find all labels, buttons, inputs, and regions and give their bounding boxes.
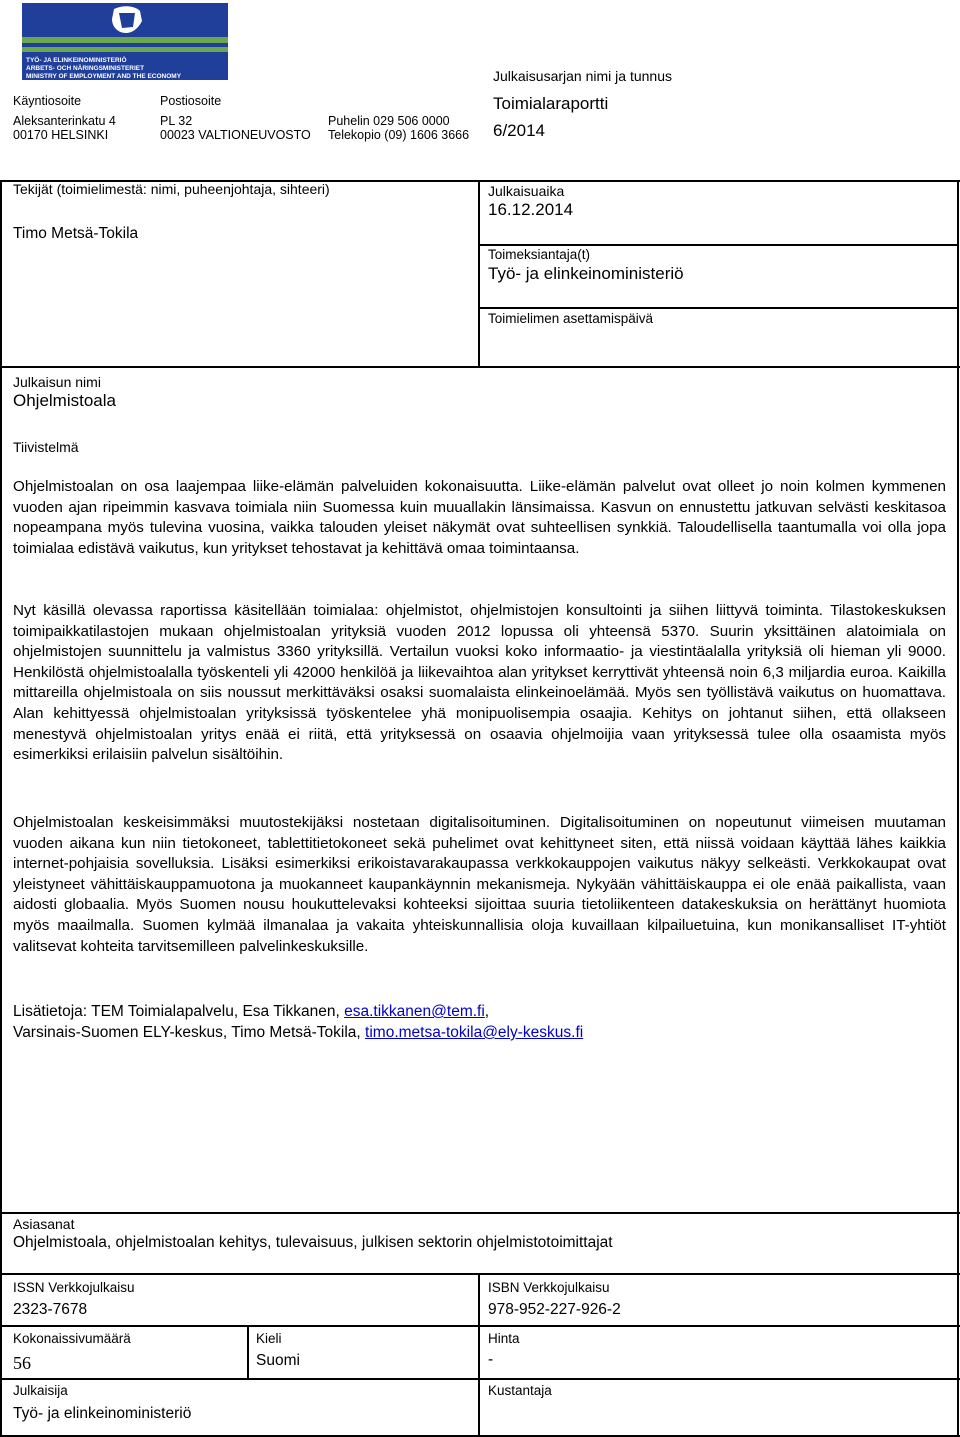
distributor-label: Kustantaja (488, 1383, 552, 1398)
form-divider (0, 1212, 960, 1214)
form-divider (247, 1325, 249, 1378)
contact-line-1 (13, 1001, 946, 1022)
keywords-label: Asiasanat (13, 1216, 75, 1232)
publication-date-value: 16.12.2014 (488, 200, 574, 219)
isbn-label: ISBN Verkkojulkaisu (488, 1280, 610, 1295)
ministry-logo (22, 3, 228, 80)
contact-email-link-2[interactable]: timo.metsa-tokila@ely-keskus.fi (365, 1024, 584, 1041)
form-divider (0, 1378, 960, 1380)
body-founding-date-label: Toimielimen asettamispäivä (488, 311, 654, 326)
contact-separator: , (484, 1003, 490, 1020)
authors-label: Tekijät (toimielimestä: nimi, puheenjohtaja, sihteeri) (13, 181, 330, 197)
svg-text:ARBETS- OCH NÄRINGSMINISTERIET: ARBETS- OCH NÄRINGSMINISTERIET (26, 65, 145, 72)
abstract-label: Tiivistelmä (13, 439, 79, 455)
pages-label: Kokonaissivumäärä (13, 1331, 131, 1346)
svg-text:TYÖ- JA ELINKEINOMINISTERIÖ: TYÖ- JA ELINKEINOMINISTERIÖ (26, 57, 127, 64)
issn-label: ISSN Verkkojulkaisu (13, 1280, 135, 1295)
publication-date-label: Julkaisuaika (488, 183, 565, 199)
price-label: Hinta (488, 1331, 520, 1346)
ministry-logo-graphic (22, 3, 228, 80)
pages-value: 56 (13, 1353, 31, 1373)
issn-value: 2323-7678 (13, 1301, 88, 1318)
form-divider (0, 366, 960, 368)
series-name: Toimialaraportti (493, 94, 609, 113)
series-number: 6/2014 (493, 121, 545, 140)
abstract-paragraph: Nyt käsillä olevassa raportissa käsitellään toimialaa: ohjelmistot, ohjelmistojen konsultointi ja siihen liittyvä toiminta. Tilastokeskuksen toimipaikkatilastojen mukaan ohjelmistoalan yrityksiä vuoden 2012 lopussa oli yhteensä 5370. Suurin yksittäinen alatoimiala on ohjelmistojen suunnittelu ja valmistus 3360 yrityksillä. Vertailun vuoksi koko informaatio- ja viestintäalalla yrityksiä oli hieman yli 9000. Henkilöstä ohjelmistoalalla työskenteli yli 42000 henkilöä ja liikevaihtoa alan yritykset kerryttivät yhteensä noin 6,3 miljardia euroa. Kaikilla mittareilla ohjelmistoala on siis noussut merkittäväksi osaksi suomalaista elinkeinoelämää. Myös sen työllistävä vaikutus on huomattava. Alan kehittyessä ohjelmistoalan yrityksissä työskentelee yhä monipuolisempia osaajia. Kehitys on johtanut siihen, että ollakseen menestyvä ohjelmistoalan yritys enää ei riitä, että yrityksessä on osaavia ohjelmoijia vaan yrityksessä tulee olla osaamista myös esimerkiksi erilaisiin palvelun sisältöihin. (13, 602, 946, 764)
language-value: Suomi (256, 1352, 300, 1369)
visit-city: 00170 HELSINKI (13, 128, 109, 142)
form-border (957, 180, 959, 1437)
abstract-paragraph: Ohjelmistoalan on osa laajempaa liike-elämän palveluiden kokonaisuutta. Liike-elämän palvelut ovat olleet jo noin kolmen kymmenen vuoden ajan ripeimmin kasvava toimiala niin Suomessa kuin muuallakin länsimaissa. Kasvun on ennustettu jatkuvan selvästi keskitasoa nopeampana myös tulevina vuosina, vaikka talouden yleiset näkymät ovat suhteellisen synkkiä. Taloudellisella taantumalla voi olla jopa toimialaa edistävä vaikutus, kun yritykset tehostavat ja kehittävä omaa toimintaansa. (13, 478, 946, 557)
visit-street: Aleksanterinkatu 4 (13, 114, 116, 128)
fax-number: Telekopio (09) 1606 3666 (328, 128, 470, 142)
title-label: Julkaisun nimi (13, 374, 101, 390)
form-divider (478, 244, 958, 246)
commissioner-label: Toimeksiantaja(t) (488, 247, 591, 262)
abstract-paragraph: Ohjelmistoalan keskeisimmäksi muutostekijäksi nostetaan digitalisoituminen. Digitalisoituminen on nopeutunut viimeisen muutaman vuoden aikana kun niin tietokoneet, tablettitietokoneet sekä puhelimet ovat kehittyneet siten, että niissä voidaan käyttää lähes kaikkia internet-pohjaisia sovelluksia. Lisäksi esimerkiksi erikoistavarakaupassa verkkokauppojen vaikutus näkyy selkeästi. Verkkokaupat ovat yleistyneet vähittäiskauppamuotona ja muokanneet kaupankäynnin mekanismeja. Nykyään vähittäiskauppa ei ole enää paikallista, vaan aidosti globaalia. Myös Suomen nousu houkuttelevaksi kohteeksi sijoittaa suuria tietoliikenteen datakeskuksia on herättänyt huomiota myös maailmalla. Suomen kylmää ilmanalaa ja vakaita yhteiskunnallisia oloja kuvaillaan kilpailuetuina, kun monikansalliset IT-yhtiöt valitsevat kohteita tarvitsemilleen palvelinkeskuksille. (13, 814, 946, 955)
visit-address-label: Käyntiosoite (13, 94, 82, 108)
commissioner-value: Työ- ja elinkeinoministeriö (488, 264, 684, 283)
phone-number: Puhelin 029 506 0000 (328, 114, 450, 128)
contact-prefix-1: Lisätietoja: TEM Toimialapalvelu, Esa Tikkanen, (13, 1003, 345, 1020)
post-address-label: Postiosoite (160, 94, 222, 108)
form-divider (478, 1273, 480, 1437)
svg-text:MINISTRY OF EMPLOYMENT AND THE: MINISTRY OF EMPLOYMENT AND THE ECONOMY (26, 73, 182, 80)
isbn-value: 978-952-227-926-2 (488, 1301, 621, 1318)
publisher-value: Työ- ja elinkeinoministeriö (13, 1405, 192, 1422)
authors-value: Timo Metsä-Tokila (13, 225, 139, 242)
contact-prefix-2: Varsinais-Suomen ELY-keskus, Timo Metsä-Tokila, (13, 1024, 366, 1041)
keywords-value: Ohjelmistoala, ohjelmistoalan kehitys, tulevaisuus, julkisen sektorin ohjelmistotoimittajat (13, 1234, 613, 1251)
form-divider (0, 1325, 960, 1327)
contact-info (13, 1001, 946, 1043)
publisher-label: Julkaisija (13, 1383, 68, 1398)
post-city: 00023 VALTIONEUVOSTO (160, 128, 311, 142)
price-value: - (488, 1351, 494, 1368)
form-divider (478, 180, 480, 366)
post-box: PL 32 (160, 114, 193, 128)
form-divider (0, 1273, 960, 1275)
language-label: Kieli (256, 1331, 282, 1346)
form-divider (478, 307, 958, 309)
contact-email-link-1[interactable]: esa.tikkanen@tem.fi (344, 1003, 485, 1020)
series-label: Julkaisusarjan nimi ja tunnus (493, 68, 672, 84)
form-border (0, 180, 2, 1437)
title-value: Ohjelmistoala (13, 391, 116, 410)
contact-line-2 (13, 1022, 946, 1043)
